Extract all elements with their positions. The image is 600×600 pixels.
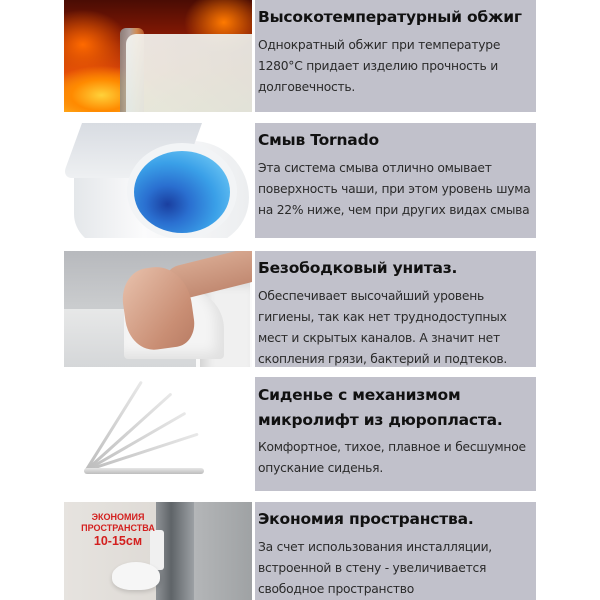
- wall-hung-toilet-shape: [112, 562, 160, 590]
- feature-panel: [255, 251, 536, 367]
- feature-panel: [255, 123, 536, 238]
- feature-title: Сиденье с механизмом микролифт из дюропласта.: [258, 386, 503, 429]
- feature-row-tornado: [0, 123, 600, 238]
- feature-row-space: [0, 502, 600, 600]
- space-saving-label: [68, 512, 168, 549]
- label-line-1: ЭКОНОМИЯ: [91, 512, 145, 522]
- toilet-bowl-image: [64, 123, 252, 238]
- feature-row-firing: [0, 0, 600, 112]
- feature-description: За счет использования инсталляции, встроенной в стену - увеличивается свободное пространство: [258, 540, 492, 596]
- feature-title: Высокотемпературный обжиг: [258, 8, 522, 26]
- feature-description: Эта система смыва отлично омывает поверхность чаши, при этом уровень шума на 22% ниже, чем при других видах смыва: [258, 161, 531, 217]
- blue-water-shape: [134, 151, 230, 233]
- wall-shape: [194, 502, 252, 600]
- feature-panel: [255, 377, 536, 491]
- rimless-image: [64, 251, 252, 367]
- feature-row-rimless: [0, 251, 600, 367]
- label-line-2: ПРОСТРАНСТВА: [81, 523, 155, 533]
- feature-panel: [255, 502, 536, 600]
- feature-title: Безободковый унитаз.: [258, 259, 458, 277]
- feature-title: Смыв Tornado: [258, 131, 379, 149]
- feature-panel: [255, 0, 536, 112]
- feature-description: Однократный обжиг при температуре 1280°С придает изделию прочность и долговечность.: [258, 38, 501, 94]
- seat-image: [64, 377, 252, 491]
- feature-title: Экономия пространства.: [258, 510, 474, 528]
- label-line-3: 10-15см: [93, 534, 143, 548]
- fire-image: [64, 0, 252, 112]
- feature-description: Комфортное, тихое, плавное и бесшумное опускание сиденья.: [258, 440, 526, 475]
- installation-image: [64, 502, 252, 600]
- feature-description: Обеспечивает высочайший уровень гигиены, так как нет труднодоступных мест и скрытых каналов. А значит нет скопления грязи, бактерий и подтеков.: [258, 289, 508, 366]
- feature-row-seat: [0, 377, 600, 491]
- ceramic-tile-shape: [126, 34, 252, 112]
- seat-closed-shape: [84, 468, 204, 474]
